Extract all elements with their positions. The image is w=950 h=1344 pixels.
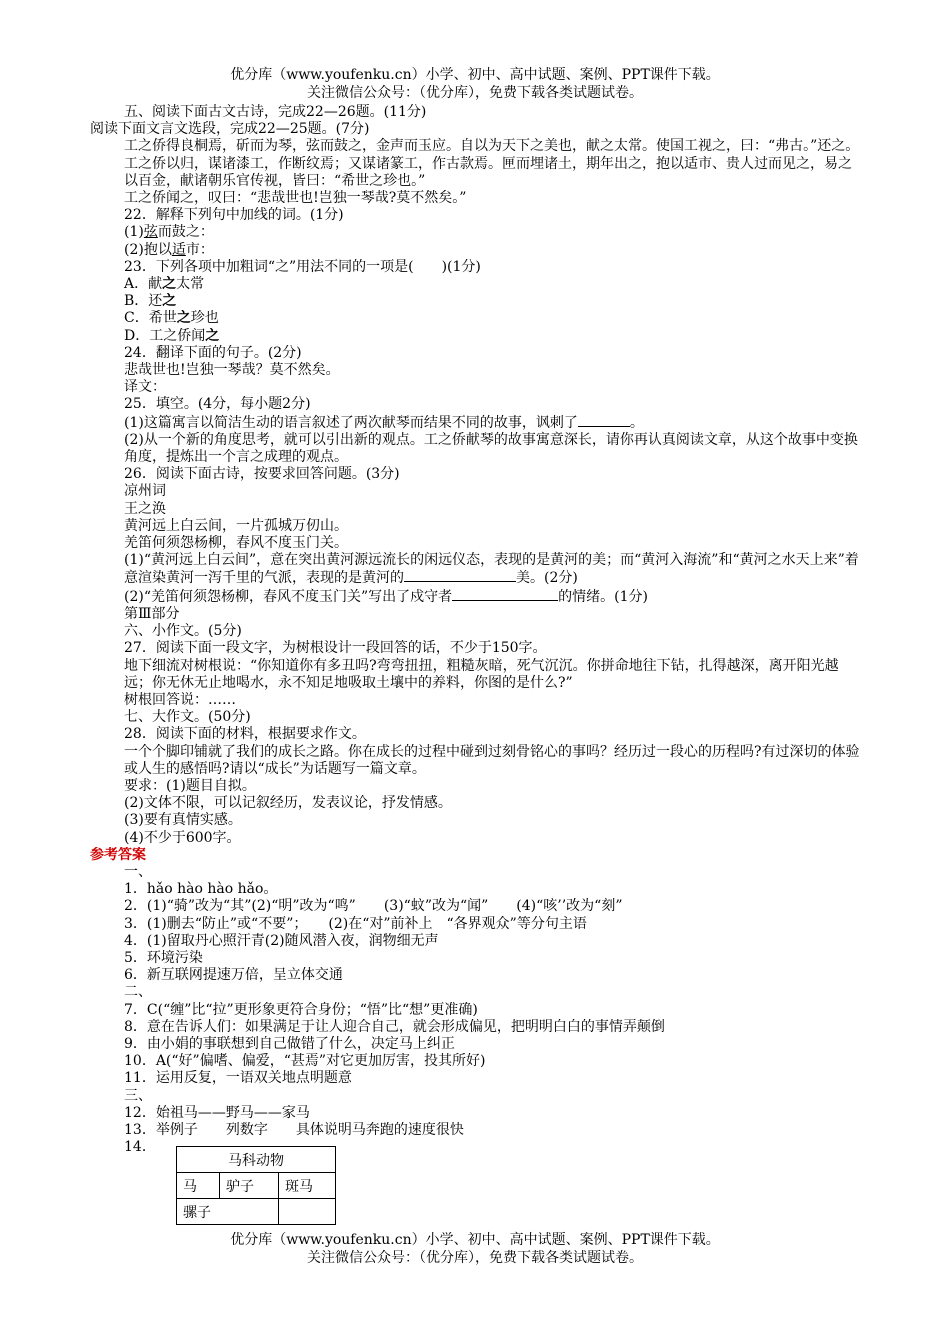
horse-family-table	[176, 1146, 336, 1225]
question-23-option-c: C．希世之珍也	[124, 310, 219, 327]
question-23: 23．下列各项中加粗词“之”用法不同的一项是( )(1分)	[124, 258, 481, 275]
page-footer	[0, 1231, 950, 1267]
answer-9: 9．由小娟的事联想到自己做错了什么，决定马上纠正	[124, 1035, 455, 1052]
answers-section-2: 二、	[124, 984, 152, 1001]
footer-line-2: 关注微信公众号：（优分库），免费下载各类试题试卷。	[307, 1250, 643, 1266]
table-row	[177, 1147, 336, 1173]
answer-8: 8．意在告诉人们：如果满足于让人迎合自己，就会形成偏见，把明明白白的事情弄颠倒	[124, 1018, 665, 1035]
table-cell	[279, 1199, 336, 1225]
answer-blank[interactable]	[452, 588, 558, 601]
answers-section-3: 三、	[124, 1087, 152, 1104]
answer-6: 6．新互联网提速万倍，呈立体交通	[124, 967, 343, 984]
table-cell: 马	[177, 1173, 220, 1199]
table-cell: 斑马	[279, 1173, 336, 1199]
section7-passage: 一个个脚印铺就了我们的成长之路。你在成长的过程中碰到过刻骨铭心的事吗？经历过一段心的历程吗?有过深切的体验或人生的感悟吗?请以“成长”为话题写一篇文章。	[124, 743, 860, 777]
question-25: 25．填空。(4分，每小题2分)	[124, 396, 311, 413]
passage-paragraph-1: 工之侨得良桐焉，斫而为琴，弦而鼓之，金声而玉应。自以为天下之美也，献之太常。使国工视之，曰：“弗古。”还之。	[124, 138, 860, 155]
header-line-2: 关注微信公众号：（优分库），免费下载各类试题试卷。	[307, 85, 643, 101]
poem-author: 王之涣	[124, 500, 166, 517]
table-row	[177, 1199, 336, 1225]
question-23-option-b: B．还之	[124, 293, 177, 310]
requirement-3: (3)要有真情实感。	[124, 812, 242, 829]
section5-intro: 阅读下面文言文选段，完成22—25题。(7分)	[90, 121, 370, 138]
answer-2: 2．(1)“骑”改为“其”(2)“明”改为“鸣” (3)“蚊”改为“闻” (4)“咳’’改为“刻”	[124, 898, 623, 915]
question-26: 26．阅读下面古诗，按要求回答问题。(3分)	[124, 466, 400, 483]
table-header-cell: 马科动物	[177, 1147, 336, 1173]
question-24: 24．翻译下面的句子。(2分)	[124, 344, 302, 361]
exam-body	[90, 104, 860, 1156]
footer-line-1: 优分库（www.youfenku.cn）小学、初中、高中试题、案例、PPT课件下载。	[230, 1232, 720, 1248]
section6-reply: 树根回答说：……	[124, 691, 236, 708]
answer-4: 4．(1)留取丹心照汗青(2)随风潜入夜，润物细无声	[124, 932, 439, 949]
question-25-item-1: (1)这篇寓言以简洁生动的语言叙述了两次献琴而结果不同的故事，讽刺了 。	[124, 414, 644, 431]
poem-line-2: 羌笛何须怨杨柳，春风不度玉门关。	[124, 535, 348, 552]
question-23-option-d: D．工之侨闻之	[124, 327, 220, 344]
question-27: 27．阅读下面一段文字，为树根设计一段回答的话，不少于150字。	[124, 640, 547, 657]
passage-paragraph-3: 工之侨闻之，叹曰：“悲哉世也!岂独一琴哉?莫不然矣。”	[124, 190, 467, 207]
answer-blank[interactable]	[578, 414, 630, 427]
question-22: 22．解释下列句中加线的词。(1分)	[124, 207, 344, 224]
table-cell: 驴子	[220, 1173, 279, 1199]
answer-3: 3．(1)删去“防止”或“不要”； (2)在“对”前补上 “各界观众”等分句主语	[124, 915, 587, 932]
answers-title: 参考答案	[90, 846, 146, 863]
answer-11: 11．运用反复，一语双关地点明题意	[124, 1070, 352, 1087]
question-22-item-1: (1)弦而鼓之：	[124, 224, 214, 241]
requirement-4: (4)不少于600字。	[124, 829, 241, 846]
answer-13: 13．举例子 列数字 具体说明马奔跑的速度很快	[124, 1121, 464, 1138]
question-25-item-2: (2)从一个新的角度思考，就可以引出新的观点。工之侨献琴的故事寓意深长，请你再认真阅读文章，从这个故事中变换角度，提炼出一个言之成理的观点。	[124, 431, 858, 466]
poem-title: 凉州词	[124, 483, 166, 500]
question-26-item-1: (1)“黄河远上白云间”，意在突出黄河源远流长的闲远仪态，表现的是黄河的美；而“黄河入海流”和“黄河之水天上来”着意渲染黄河一泻千里的气派，表现的是黄河的 美。(2分)	[124, 552, 859, 587]
answers-section-1: 一、	[124, 863, 152, 880]
header-line-1: 优分库（www.youfenku.cn）小学、初中、高中试题、案例、PPT课件下载。	[230, 67, 720, 83]
question-24-translation-label: 译文：	[124, 379, 166, 396]
answer-5: 5．环境污染	[124, 949, 203, 966]
question-28: 28．阅读下面的材料，根据要求作文。	[124, 726, 366, 743]
poem-line-1: 黄河远上白云间，一片孤城万仞山。	[124, 517, 348, 534]
requirement-1: 要求：(1)题目自拟。	[124, 777, 256, 794]
question-24-sentence: 悲哉世也!岂独一琴哉？莫不然矣。	[124, 362, 340, 379]
answer-1: 1．hǎo hào hào hǎo。	[124, 881, 278, 898]
section6-passage: 地下细流对树根说：“你知道你有多丑吗?弯弯扭扭，粗糙灰暗，死气沉沉。你拼命地往下钻，扎得越深，离开阳光越远；你无休无止地喝水，永不知足地吸取土壤中的养料，你图的是什么?”	[124, 657, 839, 691]
question-22-item-2: (2)抱以适市：	[124, 241, 214, 258]
section7-title: 七、大作文。(50分)	[124, 709, 251, 726]
page-header	[0, 66, 950, 102]
question-26-item-2: (2)“羌笛何须怨杨柳，春风不度玉门关”写出了戍守者 的情绪。(1分)	[124, 588, 648, 605]
table-row	[177, 1173, 336, 1199]
part-3-label: 第Ⅲ部分	[124, 605, 180, 622]
question-23-option-a: A．献之太常	[124, 276, 205, 293]
table-cell: 骡子	[177, 1199, 279, 1225]
passage-paragraph-2: 工之侨以归，谋诸漆工，作断纹焉；又谋诸篆工，作古款焉。匣而埋诸土，期年出之，抱以适市、贵人过而见之，易之以百金，献诸朝乐官传视，皆曰：“希世之珍也。”	[124, 155, 852, 189]
answer-7: 7．C(“缠”比“拉”更形象更符合身份；“悟”比“想”更准确)	[124, 1001, 478, 1018]
section5-title: 五、阅读下面古文古诗，完成22—26题。(11分)	[124, 104, 427, 120]
requirement-2: (2)文体不限，可以记叙经历，发表议论，抒发情感。	[124, 795, 452, 812]
answer-blank[interactable]	[404, 569, 516, 582]
answer-14: 14．	[124, 1139, 156, 1156]
answer-12: 12．始祖马——野马——家马	[124, 1104, 310, 1121]
section6-title: 六、小作文。(5分)	[124, 623, 242, 640]
answer-10: 10．A(“好”偏嗜、偏爱，“甚焉”对它更加厉害，投其所好)	[124, 1053, 486, 1070]
